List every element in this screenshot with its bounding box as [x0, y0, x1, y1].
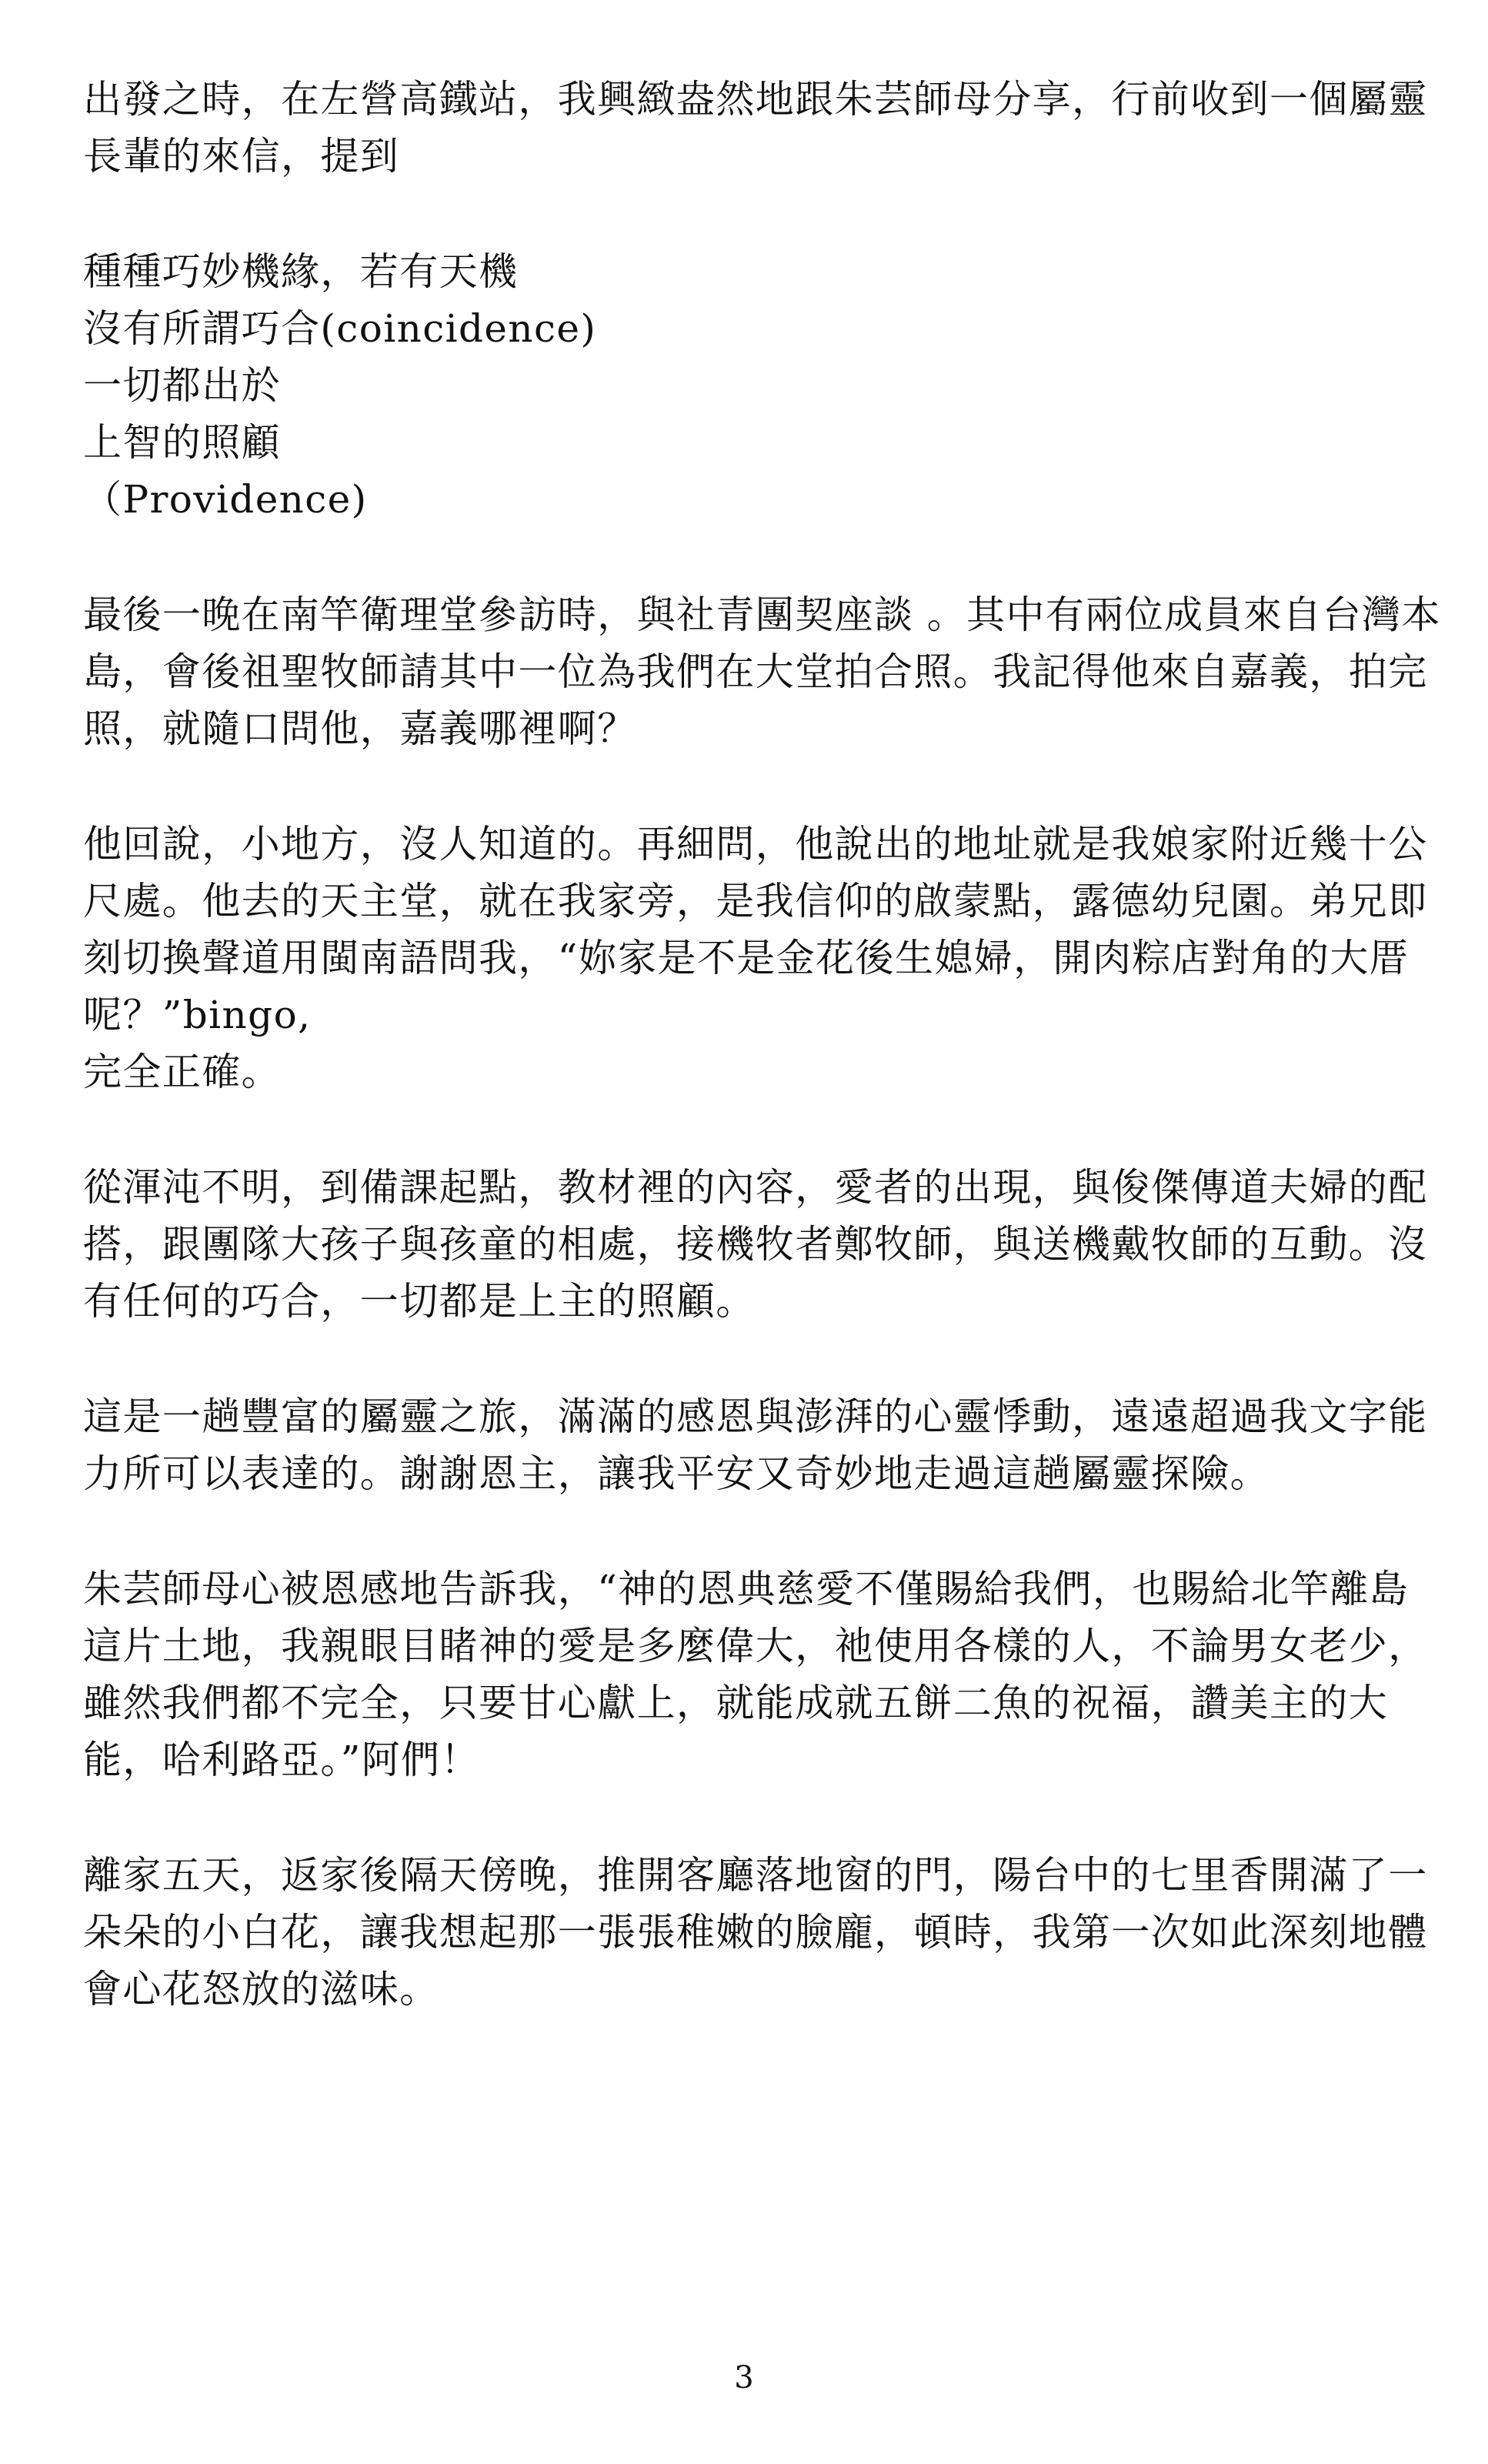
paragraph-4: [83, 816, 1428, 1100]
text-line: 種種巧妙機緣，若有天機: [83, 249, 519, 294]
text-line: 這片土地，我親眼目睹神的愛是多麼偉大，祂使用各樣的人，不論男女老少，: [83, 1624, 1428, 1668]
text-line: 會心花怒放的滋味。: [83, 1967, 439, 2012]
text-line: 這是一趟豐富的屬靈之旅，滿滿的感恩與澎湃的心靈悸動，遠遠超過我文字能: [83, 1394, 1428, 1439]
paragraph-1: [83, 71, 1428, 185]
text-line: 離家五天，返家後隔天傍晚，推開客廳落地窗的門，陽台中的七里香開滿了一: [83, 1853, 1428, 1898]
text-line: 呢？”bingo,: [83, 993, 312, 1037]
text-line: 島，會後祖聖牧師請其中一位為我們在大堂拍合照。我記得他來自嘉義，拍完: [83, 649, 1428, 694]
text-line: 有任何的巧合，一切都是上主的照顧。: [83, 1279, 756, 1324]
paragraph-2-quote: [83, 243, 1422, 528]
text-line: 力所可以表達的。謝謝恩主，讓我平安又奇妙地走過這趟屬靈探險。: [83, 1451, 1269, 1496]
text-line: 長輩的來信，提到: [83, 134, 400, 179]
paragraph-7: [83, 1561, 1428, 1788]
text-line: 他回說，小地方，沒人知道的。再細問，他說出的地址就是我娘家附近幾十公: [83, 822, 1428, 866]
text-line: 一切都出於: [83, 363, 281, 408]
text-line: 雖然我們都不完全，只要甘心獻上，就能成就五餅二魚的祝福，讚美主的大: [83, 1681, 1389, 1725]
text-line: 上智的照顧: [83, 420, 281, 465]
paragraph-3: [83, 586, 1441, 757]
document-body: [83, 71, 1441, 2018]
text-line: 沒有所謂巧合(coincidence): [83, 306, 597, 351]
text-line: 朱芸師母心被恩感地告訴我，“神的恩典慈愛不僅賜給我們，也賜給北竿離島: [83, 1567, 1410, 1611]
text-line: 最後一晚在南竿衛理堂參訪時，與社青團契座談 。其中有兩位成員來自台灣本: [83, 593, 1441, 637]
text-line: 完全正確。: [83, 1050, 281, 1094]
text-line: 尺處。他去的天主堂，就在我家旁，是我信仰的啟蒙點，露德幼兒園。弟兄即: [83, 879, 1428, 923]
text-line: 出發之時，在左營高鐵站，我興緻盎然地跟朱芸師母分享，行前收到一個屬靈: [83, 77, 1428, 122]
paragraph-8: [83, 1847, 1428, 2018]
text-line: 刻切換聲道用閩南語問我，“妳家是不是金花後生媳婦，開肉粽店對角的大厝: [83, 936, 1410, 980]
paragraph-6: [83, 1388, 1428, 1502]
text-line: （Providence): [83, 477, 368, 522]
paragraph-5: [83, 1159, 1428, 1330]
text-line: 搭，跟團隊大孩子與孩童的相處，接機牧者鄭牧師，與送機戴牧師的互動。沒: [83, 1222, 1428, 1267]
text-line: 朵朵的小白花，讓我想起那一張張稚嫩的臉龐，頓時，我第一次如此深刻地體: [83, 1910, 1428, 1955]
text-line: 從渾沌不明，到備課起點，教材裡的內容，愛者的出現，與俊傑傳道夫婦的配: [83, 1165, 1428, 1210]
page-number: 3: [734, 2360, 754, 2396]
text-line: 照，就隨口問他，嘉義哪裡啊？: [83, 706, 637, 751]
text-line: 能，哈利路亞。”阿們！: [83, 1738, 480, 1782]
